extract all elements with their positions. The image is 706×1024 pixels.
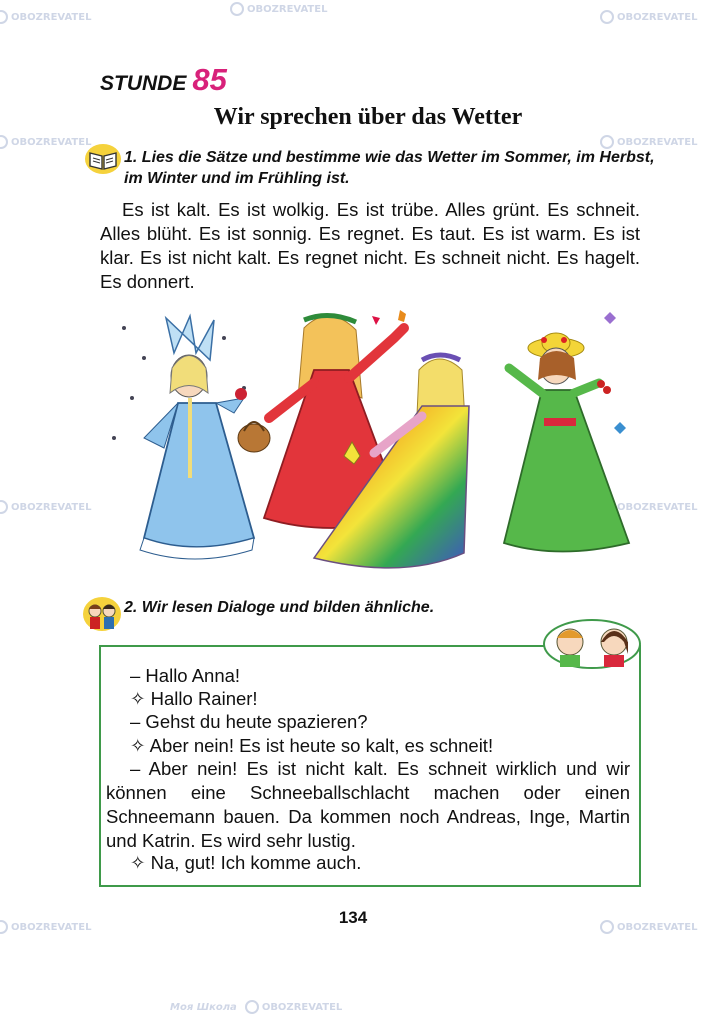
- watermark: OBOZREVATEL: [230, 2, 327, 16]
- summer-girl: [504, 312, 629, 552]
- watermark: Моя Школа OBOZREVATEL: [170, 1002, 343, 1013]
- watermark-logo-icon: [600, 10, 614, 24]
- watermark: OBOZREVATEL: [600, 500, 697, 514]
- open-book-icon: [84, 143, 122, 180]
- watermark-logo-icon: [245, 1000, 259, 1014]
- lesson-number: 85: [192, 62, 227, 97]
- winter-girl: [140, 316, 254, 559]
- dialog-line: – Aber nein! Es ist nicht kalt. Es schneit wirklich und wir können eine Schneeballschlacht machen oder einen Schneemann bauen. Da kommen noch Andreas, Inge, Martin und Katrin. Es wird sehr lustig.: [106, 758, 630, 851]
- watermark: OBOZREVATEL: [0, 500, 91, 514]
- watermark-logo-icon: [0, 500, 8, 514]
- watermark: OBOZREVATEL: [600, 10, 697, 24]
- watermark: OBOZREVATEL: [0, 10, 91, 24]
- two-children-icon: [82, 596, 122, 637]
- page-number: 134: [338, 908, 368, 927]
- seasons-illustration: [104, 298, 634, 583]
- lesson-heading: [100, 62, 227, 98]
- boy-girl-faces-icon: [542, 618, 642, 675]
- page-title: Wir sprechen über das Wetter: [213, 104, 523, 130]
- task-2-instruction: 2. Wir lesen Dialoge und bilden ähnliche.: [124, 599, 435, 616]
- dialog-line: – Hallo Anna!: [130, 665, 241, 686]
- watermark: OBOZREVATEL: [0, 135, 91, 149]
- watermark-logo-icon: [230, 2, 244, 16]
- dialog-line: ✧ Hallo Rainer!: [130, 688, 258, 709]
- dialog-line: ✧ Na, gut! Ich komme auch.: [130, 852, 362, 873]
- watermark: OBOZREVATEL: [600, 135, 697, 149]
- lesson-label: STUNDE: [100, 72, 187, 95]
- dialog-line: ✧ Aber nein! Es ist heute so kalt, es schneit!: [130, 735, 494, 756]
- watermark: OBOZREVATEL: [0, 920, 91, 934]
- watermark-logo-icon: [0, 135, 8, 149]
- watermark-logo-icon: [0, 10, 8, 24]
- dialog-line: – Gehst du heute spazieren?: [130, 711, 368, 732]
- watermark: OBOZREVATEL: [600, 920, 697, 934]
- task-1-instruction: 1. Lies die Sätze und bestimme wie das Wetter im Sommer, im Herbst, im Winter und im Frühling ist.: [124, 149, 655, 187]
- weather-sentences: Es ist kalt. Es ist wolkig. Es ist trübe. Alles grünt. Es schneit. Alles blüht. Es ist sonnig. Es regnet. Es taut. Es ist warm. Es ist klar. Es ist nicht kalt. Es regnet nicht. Es schneit nicht. Es hagelt. Es donnert.: [100, 199, 640, 292]
